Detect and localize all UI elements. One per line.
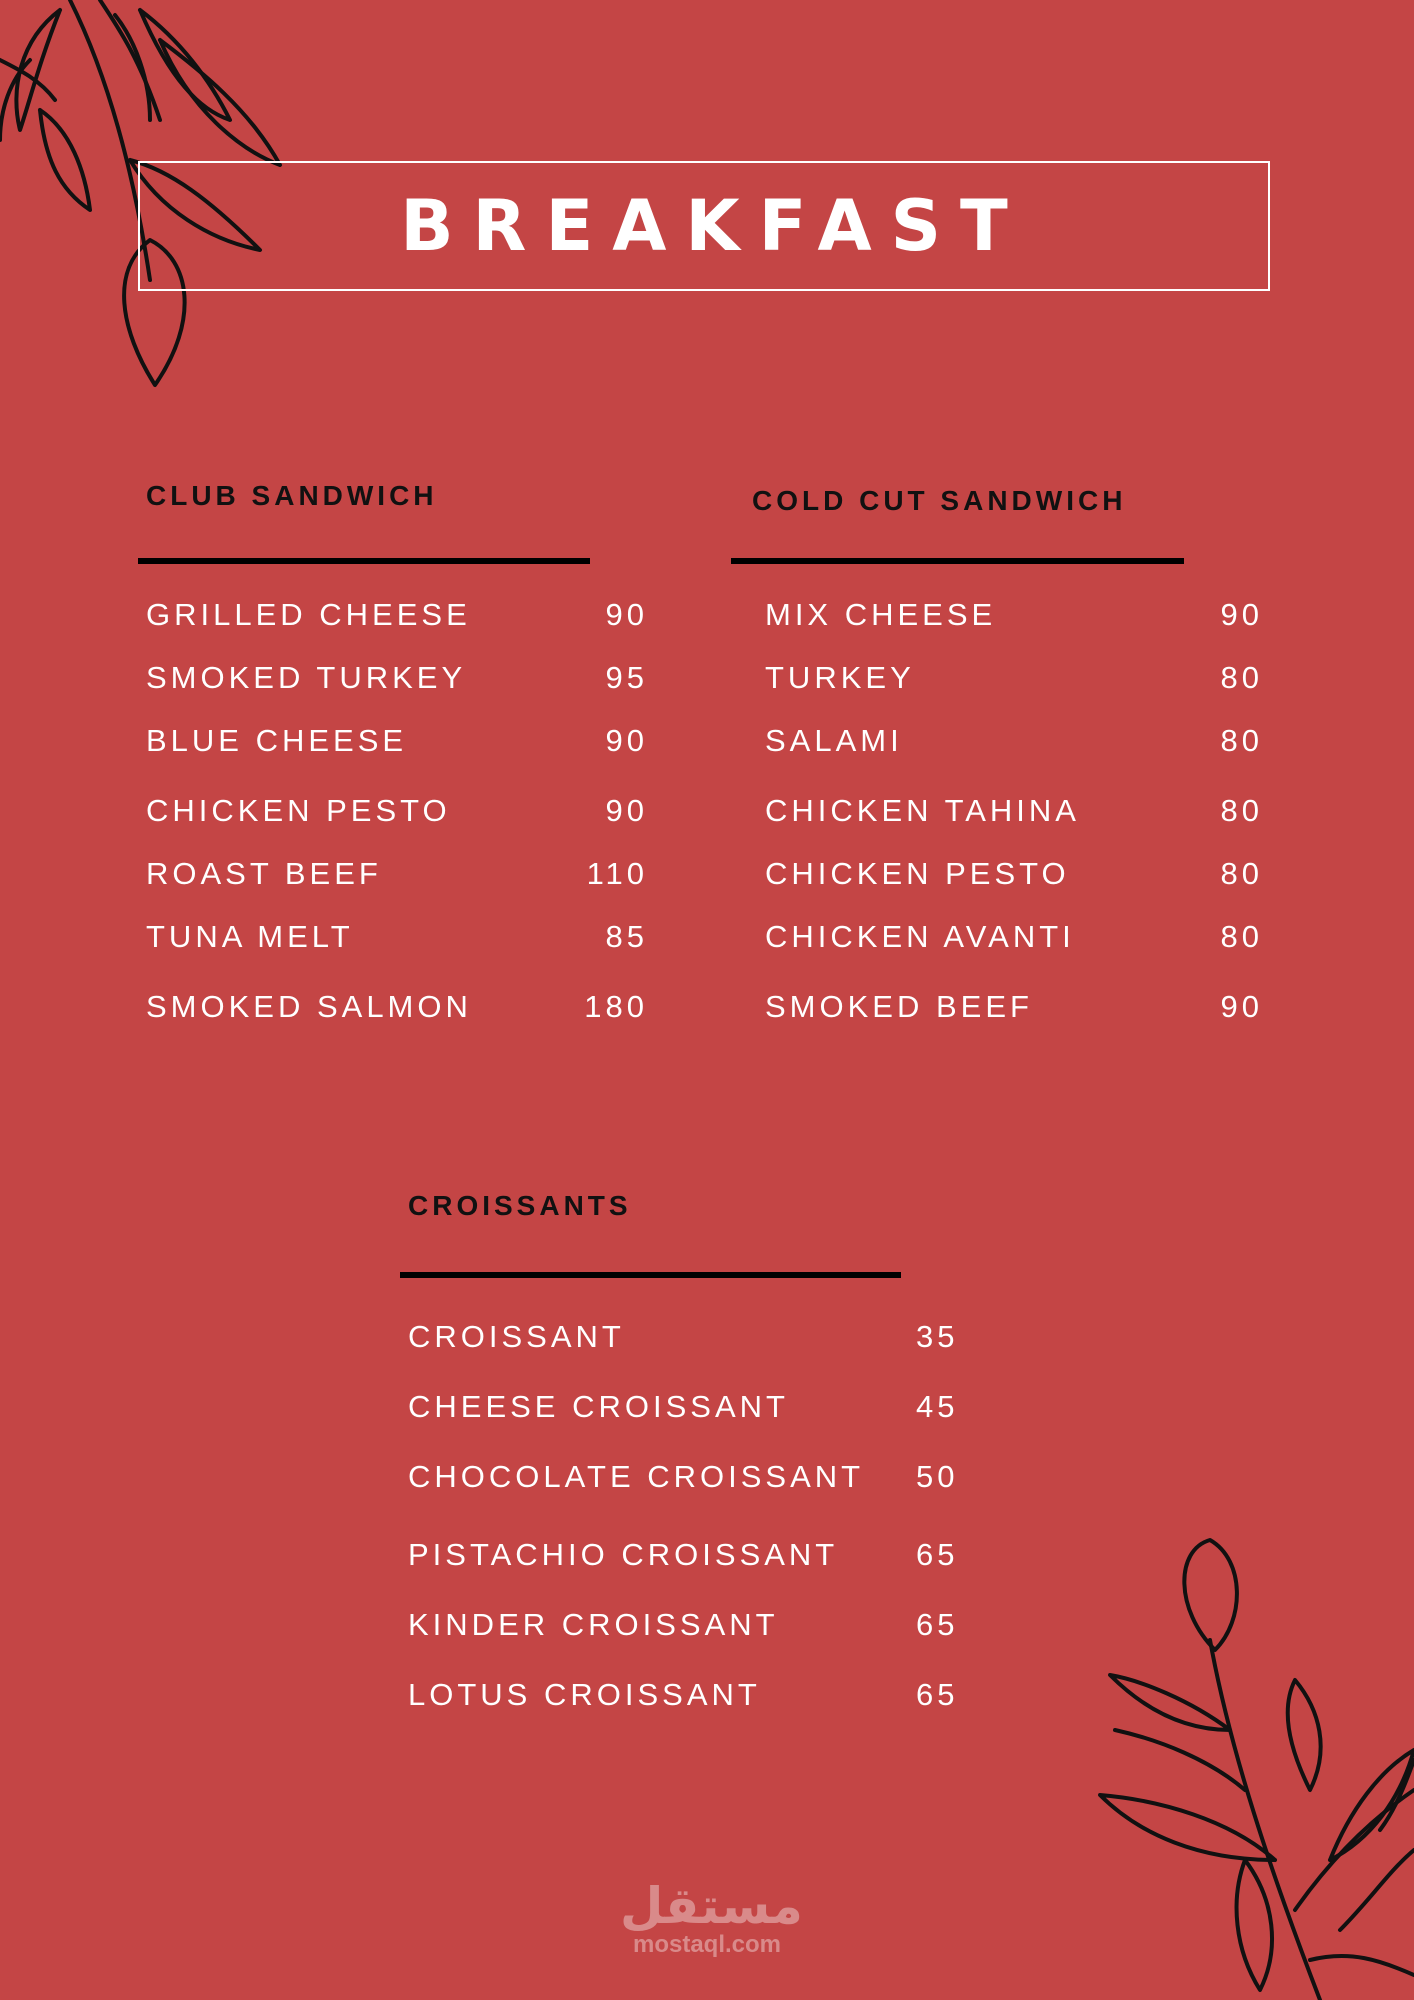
menu-item-price: 90 xyxy=(605,597,648,632)
menu-item-name: TURKEY xyxy=(765,660,915,695)
menu-item-price: 45 xyxy=(916,1389,959,1424)
menu-item-price: 80 xyxy=(1220,660,1263,695)
menu-item-price: 80 xyxy=(1220,919,1263,954)
section-rule xyxy=(731,558,1184,564)
menu-item-price: 80 xyxy=(1220,723,1263,758)
section-rule xyxy=(138,558,590,564)
menu-item-price: 95 xyxy=(605,660,648,695)
menu-item-price: 180 xyxy=(584,989,648,1024)
title-frame xyxy=(138,161,1270,291)
menu-item-price: 110 xyxy=(586,856,648,891)
menu-item-name: CHEESE CROISSANT xyxy=(408,1389,789,1424)
menu-item-price: 90 xyxy=(1220,597,1263,632)
menu-item-name: SMOKED TURKEY xyxy=(146,660,467,695)
menu-item-name: SMOKED BEEF xyxy=(765,989,1033,1024)
menu-item-name: KINDER CROISSANT xyxy=(408,1607,779,1642)
section-club-sandwich xyxy=(138,480,658,1040)
section-rule xyxy=(400,1272,901,1278)
menu-item-price: 90 xyxy=(1220,989,1263,1024)
menu-item-name: CHICKEN TAHINA xyxy=(765,793,1080,828)
menu-item-name: ROAST BEEF xyxy=(146,856,382,891)
menu-item-name: SMOKED SALMON xyxy=(146,989,472,1024)
menu-item-name: BLUE CHEESE xyxy=(146,723,408,758)
watermark-logo xyxy=(620,1877,803,1958)
menu-item-name: PISTACHIO CROISSANT xyxy=(408,1537,839,1572)
section-heading: CLUB SANDWICH xyxy=(146,480,438,511)
watermark-arabic: مستقل xyxy=(620,1877,803,1935)
menu-item-name: LOTUS CROISSANT xyxy=(408,1677,761,1712)
menu-item-name: MIX CHEESE xyxy=(765,597,997,632)
menu-item-name: TUNA MELT xyxy=(146,919,354,954)
menu-item-price: 85 xyxy=(605,919,648,954)
section-croissants xyxy=(400,1190,980,1720)
menu-item-price: 80 xyxy=(1220,793,1263,828)
menu-item-price: 65 xyxy=(916,1537,959,1572)
menu-item-name: CHICKEN AVANTI xyxy=(765,919,1075,954)
menu-item-name: CHOCOLATE CROISSANT xyxy=(408,1459,865,1494)
menu-item-price: 90 xyxy=(605,723,648,758)
leaf-branch-icon xyxy=(1080,1530,1414,2000)
menu-item-price: 35 xyxy=(916,1319,959,1354)
menu-item-name: CROISSANT xyxy=(408,1319,625,1354)
section-heading: CROISSANTS xyxy=(408,1190,632,1221)
menu-item-name: SALAMI xyxy=(765,723,903,758)
menu-title: BREAKFAST xyxy=(400,185,1027,267)
menu-item-price: 90 xyxy=(605,793,648,828)
menu-item-name: GRILLED CHEESE xyxy=(146,597,471,632)
section-cold-cut-sandwich xyxy=(731,485,1271,1045)
menu-item-name: CHICKEN PESTO xyxy=(765,856,1070,891)
menu-item-name: CHICKEN PESTO xyxy=(146,793,451,828)
section-heading: COLD CUT SANDWICH xyxy=(752,485,1127,516)
watermark-url: mostaql.com xyxy=(632,1931,782,1958)
menu-item-price: 65 xyxy=(916,1677,959,1712)
menu-item-price: 65 xyxy=(916,1607,959,1642)
menu-item-price: 80 xyxy=(1220,856,1263,891)
menu-item-price: 50 xyxy=(916,1459,959,1494)
